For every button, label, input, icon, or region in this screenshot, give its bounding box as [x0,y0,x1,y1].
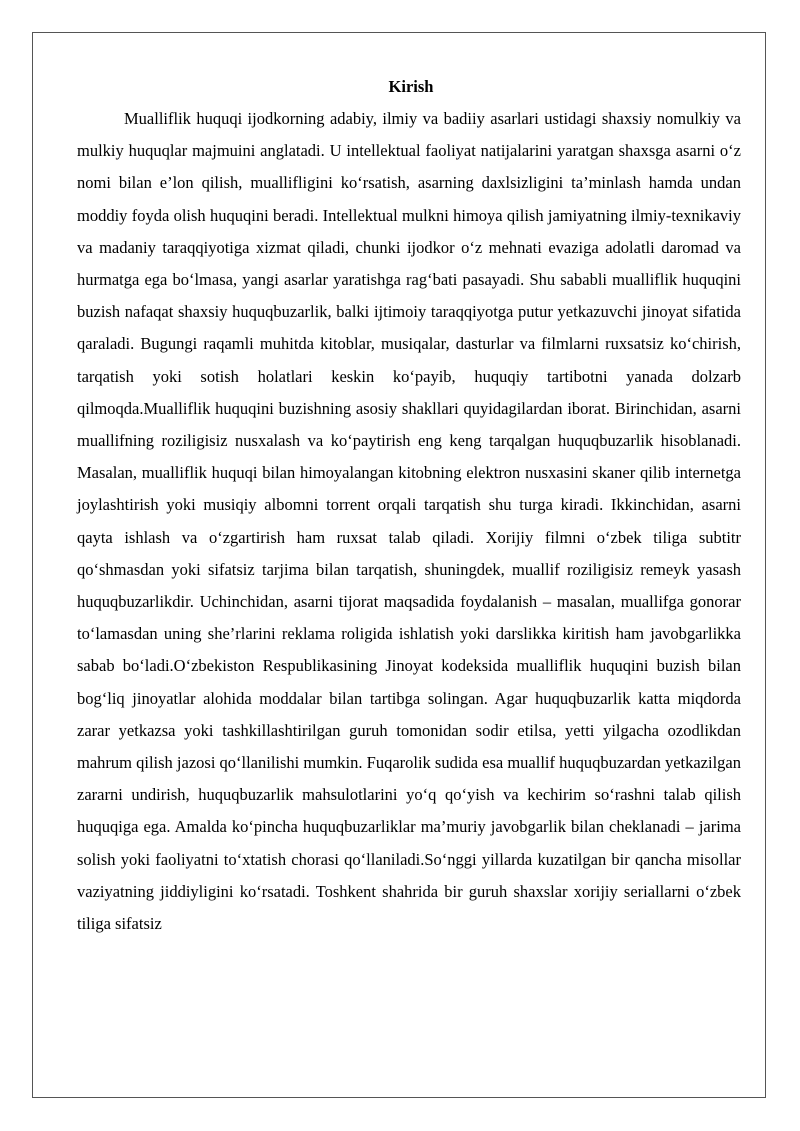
document-body-paragraph: Mualliflik huquqi ijodkorning adabiy, ilmiy va badiiy asarlari ustidagi shaxsiy nomulkiy va mulkiy huquqlar majmuini anglatadi. U intellektual faoliyat natijalarini yaratgan shaxsga asarni o‘z nomi bilan e’lon qilish, muallifligini ko‘rsatish, asarning daxlsizligini ta’minlash hamda undan moddiy foyda olish huquqini beradi. Intellektual mulkni himoya qilish jamiyatning ilmiy-texnikaviy va madaniy taraqqiyotiga xizmat qiladi, chunki ijodkor o‘z mehnati evaziga adolatli daromad va hurmatga ega bo‘lmasa, yangi asarlar yaratishga rag‘bati pasayadi. Shu sababli mualliflik huquqini buzish nafaqat shaxsiy huquqbuzarlik, balki ijtimoiy taraqqiyotga putur yetkazuvchi jinoyat sifatida qaraladi. Bugungi raqamli muhitda kitoblar, musiqalar, dasturlar va filmlarni ruxsatsiz ko‘chirish, tarqatish yoki sotish holatlari keskin ko‘payib, huquqiy tartibotni yanada dolzarb qilmoqda.Mualliflik huquqini buzishning asosiy shakllari quyidagilardan iborat. Birinchidan, asarni muallifning roziligisiz nusxalash va ko‘paytirish eng keng tarqalgan huquqbuzarlik hisoblanadi. Masalan, mualliflik huquqi bilan himoyalangan kitobning elektron nusxasini skaner qilib internetga joylashtirish yoki musiqiy albomni torrent orqali tarqatish shu turga kiradi. Ikkinchidan, asarni qayta ishlash va o‘zgartirish ham ruxsat talab qiladi. Xorijiy filmni o‘zbek tiliga subtitr qo‘shmasdan yoki sifatsiz tarjima bilan tarqatish, shuningdek, muallif roziligisiz remeyk yasash huquqbuzarlikdir. Uchinchidan, asarni tijorat maqsadida foydalanish – masalan, muallifga gonorar to‘lamasdan uning she’rlarini reklama roligida ishlatish yoki darslikka kiritish ham javobgarlikka sabab bo‘ladi.O‘zbekiston Respublikasining Jinoyat kodeksida mualliflik huquqini buzish bilan bog‘liq jinoyatlar alohida moddalar bilan tartibga solingan. Agar huquqbuzarlik katta miqdorda zarar yetkazsa yoki tashkillashtirilgan guruh tomonidan sodir etilsa, yetti yilgacha ozodlikdan mahrum qilish jazosi qo‘llanilishi mumkin. Fuqarolik sudida esa muallif huquqbuzardan yetkazilgan zararni undirish, huquqbuzarlik mahsulotlarini yo‘q qo‘yish va kechirim so‘rashni talab qilish huquqiga ega. Amalda ko‘pincha huquqbuzarliklar ma’muriy javobgarlik bilan cheklanadi – jarima solish yoki faoliyatni to‘xtatish chorasi qo‘llaniladi.So‘nggi yillarda kuzatilgan bir qancha misollar vaziyatning jiddiyligini ko‘rsatadi. Toshkent shahrida bir guruh shaxslar xorijiy seriallarni o‘zbek tiliga sifatsiz [77,109,741,934]
document-title: Kirish [388,77,434,96]
